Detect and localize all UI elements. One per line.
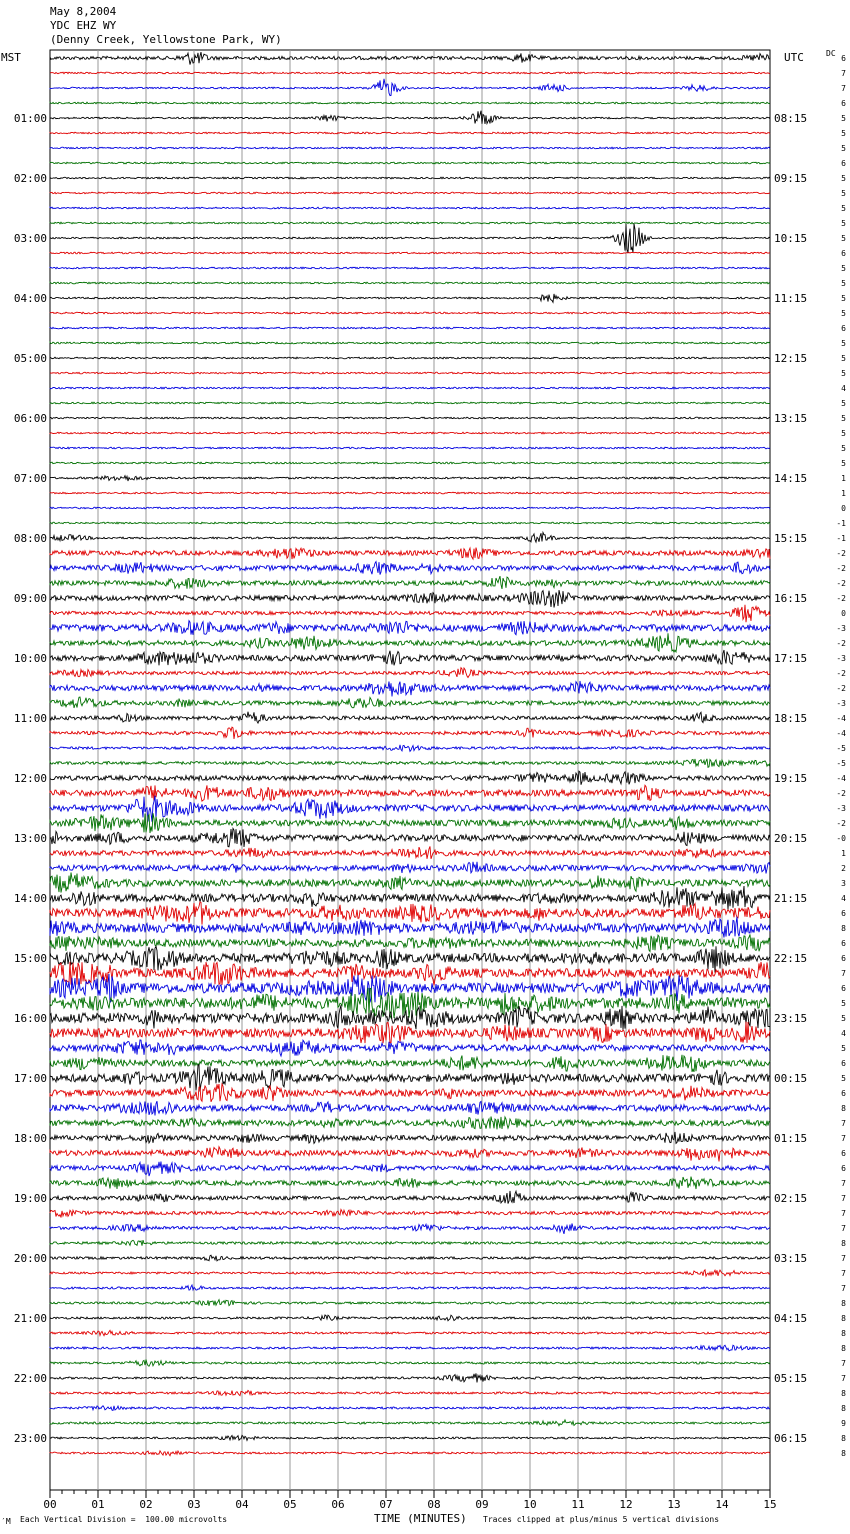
trace-row <box>50 162 770 164</box>
trace-row <box>50 342 770 344</box>
dc-offset-value: 6 <box>841 1149 846 1158</box>
left-hour-label: 21:00 <box>13 1312 47 1325</box>
trace-row <box>50 1330 770 1335</box>
dc-offset-value: 8 <box>841 1404 846 1413</box>
trace-row <box>50 1420 770 1426</box>
trace-row <box>50 1315 770 1321</box>
dc-offset-value: -2 <box>836 549 846 558</box>
dc-offset-value: 5 <box>841 144 846 153</box>
trace-row <box>50 224 770 253</box>
dc-offset-value: 4 <box>841 384 846 393</box>
x-tick-label: 08 <box>427 1498 441 1511</box>
scale-note: Each Vertical Division = 100.00 microvolts <box>20 1515 228 1524</box>
dc-offset-value: 5 <box>841 429 846 438</box>
dc-offset-value: -2 <box>836 564 846 573</box>
dc-offset-value: 4 <box>841 1029 846 1038</box>
dc-offset-value: 5 <box>841 309 846 318</box>
dc-offset-value: 6 <box>841 54 846 63</box>
dc-offset-value: 8 <box>841 1344 846 1353</box>
trace-row <box>50 1406 770 1411</box>
trace-row <box>50 813 770 833</box>
right-utc-label: 03:15 <box>774 1252 808 1265</box>
dc-offset-value: 1 <box>841 489 846 498</box>
dc-offset-value: -3 <box>836 654 846 663</box>
dc-offset-value: 5 <box>841 204 846 213</box>
x-tick-label: 10 <box>523 1498 537 1511</box>
dc-offset-value: 7 <box>841 1374 846 1383</box>
dc-offset-value: 9 <box>841 1419 846 1428</box>
left-hour-label: 04:00 <box>13 292 47 305</box>
trace-row <box>50 1162 770 1177</box>
trace-row <box>50 79 770 96</box>
trace-row <box>50 934 770 951</box>
dc-offset-value: -3 <box>836 624 846 633</box>
dc-offset-value: -2 <box>836 579 846 588</box>
x-tick-label: 02 <box>139 1498 153 1511</box>
trace-row <box>50 697 770 708</box>
trace-row <box>50 533 770 543</box>
dc-offset-value: 5 <box>841 234 846 243</box>
trace-row <box>50 52 770 65</box>
x-tick-label: 13 <box>667 1498 681 1511</box>
trace-row <box>50 476 770 481</box>
dc-offset-value: 6 <box>841 984 846 993</box>
trace-row <box>50 727 770 739</box>
trace-row <box>50 1040 770 1056</box>
dc-offset-value: -2 <box>836 639 846 648</box>
right-utc-label: 16:15 <box>774 592 808 605</box>
dc-offset-value: 5 <box>841 1014 846 1023</box>
dc-offset-value: 7 <box>841 1254 846 1263</box>
x-tick-label: 11 <box>571 1498 585 1511</box>
trace-row <box>50 1451 770 1456</box>
dc-offset-value: 2 <box>841 864 846 873</box>
right-utc-label: 10:15 <box>774 232 808 245</box>
dc-offset-value: 8 <box>841 1104 846 1113</box>
corner-mark: ′M <box>1 1517 11 1526</box>
trace-row <box>50 267 770 269</box>
trace-row <box>50 1300 770 1306</box>
x-tick-label: 07 <box>379 1498 393 1511</box>
dc-offset-value: -3 <box>836 804 846 813</box>
dc-offset-value: 8 <box>841 1314 846 1323</box>
trace-row <box>50 402 770 404</box>
trace-row <box>50 1373 770 1382</box>
dc-offset-value: 7 <box>841 1269 846 1278</box>
dc-offset-value: 5 <box>841 264 846 273</box>
trace-row <box>50 576 770 589</box>
trace-row <box>50 447 770 449</box>
trace-row <box>50 111 770 124</box>
right-utc-label: 00:15 <box>774 1072 808 1085</box>
dc-offset-value: 8 <box>841 1449 846 1458</box>
trace-row <box>50 1285 770 1290</box>
dc-offset-value: 5 <box>841 444 846 453</box>
dc-offset-value: 6 <box>841 159 846 168</box>
trace-row <box>50 712 770 723</box>
trace-row <box>50 252 770 254</box>
left-hour-label: 15:00 <box>13 952 47 965</box>
right-utc-label: 11:15 <box>774 292 808 305</box>
dc-offset-value: 6 <box>841 1164 846 1173</box>
trace-row <box>50 372 770 374</box>
trace-row <box>50 327 770 329</box>
trace-row <box>50 1117 770 1130</box>
trace-row <box>50 681 770 697</box>
trace-row <box>50 650 770 665</box>
dc-offset-value: -2 <box>836 684 846 693</box>
dc-offset-value: -1 <box>836 534 846 543</box>
right-utc-label: 06:15 <box>774 1432 808 1445</box>
dc-offset-value: 6 <box>841 1089 846 1098</box>
trace-row <box>50 668 770 678</box>
trace-row <box>50 522 770 524</box>
trace-row <box>50 492 770 494</box>
dc-offset-value: -4 <box>836 714 846 723</box>
right-utc-label: 14:15 <box>774 472 808 485</box>
left-hour-label: 05:00 <box>13 352 47 365</box>
dc-offset-value: -2 <box>836 669 846 678</box>
dc-offset-value: 8 <box>841 924 846 933</box>
right-utc-label: 09:15 <box>774 172 808 185</box>
dc-offset-value: -5 <box>836 759 846 768</box>
dc-offset-value: 7 <box>841 1224 846 1233</box>
trace-row <box>50 432 770 434</box>
right-utc-label: 02:15 <box>774 1192 808 1205</box>
x-tick-label: 14 <box>715 1498 729 1511</box>
dc-offset-value: 7 <box>841 1179 846 1188</box>
dc-offset-value: 8 <box>841 1434 846 1443</box>
trace-row <box>50 147 770 149</box>
clip-note: Traces clipped at plus/minus 5 vertical divisions <box>483 1515 720 1524</box>
trace-row <box>50 590 770 607</box>
x-tick-label: 12 <box>619 1498 633 1511</box>
trace-row <box>50 1240 770 1246</box>
trace-row <box>50 102 770 104</box>
right-utc-label: 21:15 <box>774 892 808 905</box>
right-utc-label: 19:15 <box>774 772 808 785</box>
trace-row <box>50 902 770 925</box>
dc-offset-value: -3 <box>836 699 846 708</box>
dc-offset-value: 7 <box>841 1359 846 1368</box>
right-utc-label: 13:15 <box>774 412 808 425</box>
x-tick-label: 05 <box>283 1498 297 1511</box>
dc-offset-value: 0 <box>841 504 846 513</box>
right-utc-label: 12:15 <box>774 352 808 365</box>
trace-row <box>50 759 770 768</box>
left-hour-label: 17:00 <box>13 1072 47 1085</box>
trace-row <box>50 605 770 622</box>
dc-offset-value: 5 <box>841 1044 846 1053</box>
left-hour-label: 01:00 <box>13 112 47 125</box>
dc-offset-value: 7 <box>841 84 846 93</box>
dc-offset-value: 1 <box>841 474 846 483</box>
left-hour-label: 02:00 <box>13 172 47 185</box>
right-utc-label: 04:15 <box>774 1312 808 1325</box>
header-date: May 8,2004 <box>50 5 117 18</box>
trace-row <box>50 72 770 74</box>
trace-row <box>50 222 770 224</box>
right-utc-label: 01:15 <box>774 1132 808 1145</box>
dc-offset-value: -4 <box>836 729 846 738</box>
trace-row <box>50 294 770 302</box>
trace-row <box>50 946 770 972</box>
trace-row <box>50 1055 770 1072</box>
trace-row <box>50 192 770 194</box>
dc-offset-value: 5 <box>841 1074 846 1083</box>
plot-frame <box>50 50 770 1490</box>
trace-row <box>50 1224 770 1234</box>
dc-offset-value: 6 <box>841 249 846 258</box>
right-timezone-label: UTC <box>784 51 804 64</box>
trace-row <box>50 462 770 464</box>
dc-offset-value: 6 <box>841 1059 846 1068</box>
dc-offset-value: 5 <box>841 399 846 408</box>
x-tick-label: 06 <box>331 1498 345 1511</box>
trace-row <box>50 177 770 179</box>
header-location: (Denny Creek, Yellowstone Park, WY) <box>50 33 282 46</box>
trace-row <box>50 1132 770 1144</box>
left-timezone-label: MST <box>1 51 21 64</box>
left-hour-label: 09:00 <box>13 592 47 605</box>
dc-offset-value: 5 <box>841 114 846 123</box>
trace-row <box>50 1255 770 1261</box>
trace-row <box>50 1084 770 1102</box>
trace-row <box>50 1147 770 1162</box>
right-utc-label: 08:15 <box>774 112 808 125</box>
trace-row <box>50 862 770 874</box>
trace-row <box>50 1390 770 1395</box>
dc-offset-value: 5 <box>841 189 846 198</box>
trace-row <box>50 357 770 359</box>
dc-offset-value: 5 <box>841 279 846 288</box>
left-hour-label: 03:00 <box>13 232 47 245</box>
dc-offset-value: 0 <box>841 609 846 618</box>
x-tick-label: 00 <box>43 1498 57 1511</box>
dc-offset-value: 4 <box>841 894 846 903</box>
right-utc-label: 18:15 <box>774 712 808 725</box>
dc-offset-value: -1 <box>836 519 846 528</box>
trace-row <box>50 1191 770 1204</box>
dc-offset-value: -2 <box>836 789 846 798</box>
dc-offset-value: 7 <box>841 969 846 978</box>
trace-row <box>50 1022 770 1044</box>
trace-row <box>50 796 770 822</box>
left-hour-label: 10:00 <box>13 652 47 665</box>
dc-offset-value: 7 <box>841 1284 846 1293</box>
dc-offset-value: 5 <box>841 459 846 468</box>
dc-offset-value: 7 <box>841 1119 846 1128</box>
trace-row <box>50 1101 770 1115</box>
trace-row <box>50 1435 770 1440</box>
left-hour-label: 11:00 <box>13 712 47 725</box>
dc-offset-value: 8 <box>841 1389 846 1398</box>
dc-offset-value: 7 <box>841 1134 846 1143</box>
trace-row <box>50 917 770 938</box>
dc-offset-value: -4 <box>836 774 846 783</box>
left-hour-label: 22:00 <box>13 1372 47 1385</box>
dc-offset-value: 5 <box>841 129 846 138</box>
x-tick-label: 04 <box>235 1498 249 1511</box>
dc-offset-value: 6 <box>841 99 846 108</box>
trace-row <box>50 507 770 509</box>
dc-offset-value: 1 <box>841 849 846 858</box>
left-hour-label: 07:00 <box>13 472 47 485</box>
x-tick-label: 15 <box>763 1498 777 1511</box>
right-utc-label: 23:15 <box>774 1012 808 1025</box>
right-utc-label: 22:15 <box>774 952 808 965</box>
header-station: YDC EHZ WY <box>50 19 117 32</box>
trace-row <box>50 745 770 752</box>
trace-row <box>50 1270 770 1276</box>
dc-offset-value: 7 <box>841 1209 846 1218</box>
trace-row <box>50 1210 770 1218</box>
right-utc-label: 15:15 <box>774 532 808 545</box>
dc-offset-value: 6 <box>841 939 846 948</box>
trace-row <box>50 562 770 575</box>
x-tick-label: 01 <box>91 1498 105 1511</box>
left-hour-label: 06:00 <box>13 412 47 425</box>
trace-row <box>50 207 770 209</box>
x-tick-label: 03 <box>187 1498 201 1511</box>
dc-offset-value: 5 <box>841 219 846 228</box>
dc-offset-value: 5 <box>841 999 846 1008</box>
x-axis-title: TIME (MINUTES) <box>374 1512 467 1525</box>
dc-offset-value: -5 <box>836 744 846 753</box>
x-tick-label: 09 <box>475 1498 489 1511</box>
dc-offset-value: 5 <box>841 414 846 423</box>
dc-offset-value: 8 <box>841 1329 846 1338</box>
dc-offset-value: 7 <box>841 69 846 78</box>
dc-offset-value: -2 <box>836 594 846 603</box>
trace-row <box>50 1177 770 1189</box>
dc-offset-value: -0 <box>836 834 846 843</box>
trace-row <box>50 132 770 134</box>
dc-label: DC <box>826 49 836 58</box>
left-hour-label: 13:00 <box>13 832 47 845</box>
trace-row <box>50 1345 770 1351</box>
left-hour-label: 12:00 <box>13 772 47 785</box>
right-utc-label: 17:15 <box>774 652 808 665</box>
trace-row <box>50 633 770 652</box>
dc-offset-value: 8 <box>841 1299 846 1308</box>
dc-offset-value: 3 <box>841 879 846 888</box>
dc-offset-value: 5 <box>841 369 846 378</box>
trace-row <box>50 282 770 284</box>
left-hour-label: 16:00 <box>13 1012 47 1025</box>
dc-offset-value: 7 <box>841 1194 846 1203</box>
left-hour-label: 23:00 <box>13 1432 47 1445</box>
left-hour-label: 14:00 <box>13 892 47 905</box>
dc-offset-value: 6 <box>841 324 846 333</box>
trace-row <box>50 548 770 560</box>
trace-row <box>50 873 770 893</box>
right-utc-label: 20:15 <box>774 832 808 845</box>
trace-row <box>50 785 770 801</box>
trace-row <box>50 828 770 847</box>
trace-row <box>50 387 770 389</box>
trace-row <box>50 846 770 859</box>
dc-offset-value: 5 <box>841 339 846 348</box>
left-hour-label: 20:00 <box>13 1252 47 1265</box>
dc-offset-value: 6 <box>841 954 846 963</box>
dc-offset-value: 5 <box>841 294 846 303</box>
dc-offset-value: 6 <box>841 909 846 918</box>
dc-offset-value: -2 <box>836 819 846 828</box>
left-hour-label: 18:00 <box>13 1132 47 1145</box>
dc-offset-value: 5 <box>841 354 846 363</box>
trace-row <box>50 1360 770 1367</box>
dc-offset-value: 8 <box>841 1239 846 1248</box>
trace-row <box>50 417 770 419</box>
trace-row <box>50 771 770 785</box>
dc-offset-value: 5 <box>841 174 846 183</box>
left-hour-label: 19:00 <box>13 1192 47 1205</box>
trace-row <box>50 621 770 635</box>
trace-row <box>50 312 770 314</box>
trace-row <box>50 886 770 910</box>
right-utc-label: 05:15 <box>774 1372 808 1385</box>
left-hour-label: 08:00 <box>13 532 47 545</box>
